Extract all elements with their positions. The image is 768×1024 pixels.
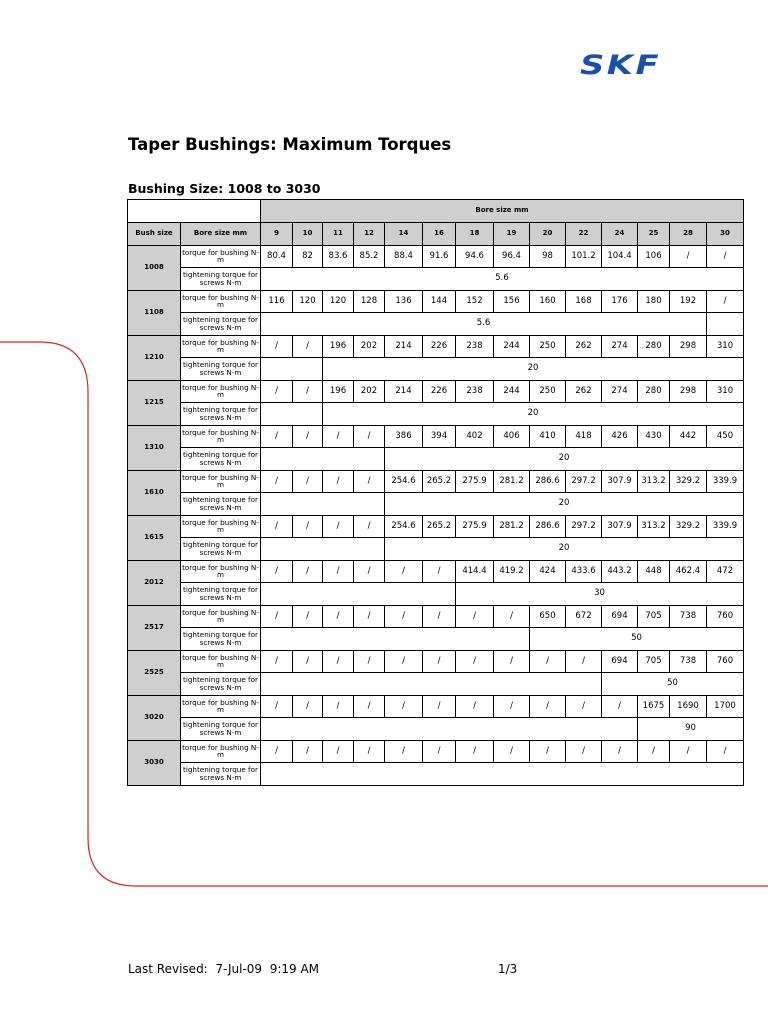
torque-value-cell: 91.6 (423, 245, 456, 268)
torque-row (128, 380, 744, 403)
torque-value-cell: 462.4 (670, 560, 707, 583)
torque-value-cell: / (385, 695, 423, 718)
header-row-group (128, 200, 744, 223)
torque-value-cell: 424 (530, 560, 566, 583)
torque-value-cell: 280 (638, 335, 670, 358)
bush-size-cell: 1610 (128, 470, 181, 515)
tightening-blank-cell (261, 628, 530, 651)
tightening-value-cell: 30 (456, 583, 744, 606)
torque-value-cell: 98 (530, 245, 566, 268)
bore-size-col-header: 24 (602, 223, 638, 246)
bush-size-cell: 1108 (128, 290, 181, 335)
torque-value-cell: / (530, 740, 566, 763)
torque-value-cell: 226 (423, 380, 456, 403)
tightening-value-cell: 20 (385, 538, 744, 561)
torque-value-cell: / (354, 515, 385, 538)
bore-size-col-header: 9 (261, 223, 293, 246)
torque-value-cell: 80.4 (261, 245, 293, 268)
torque-value-cell: / (707, 290, 744, 313)
page-title: Taper Bushings: Maximum Torques (128, 135, 452, 154)
torque-value-cell: 386 (385, 425, 423, 448)
bore-size-col-header: 11 (323, 223, 354, 246)
torque-value-cell: 286.6 (530, 470, 566, 493)
row-label-tightening: tightening torque for screws N-m (181, 448, 261, 471)
torque-value-cell: 329.2 (670, 470, 707, 493)
torque-value-cell: 192 (670, 290, 707, 313)
torque-value-cell: / (354, 650, 385, 673)
torque-value-cell: / (323, 695, 354, 718)
bush-size-cell: 1310 (128, 425, 181, 470)
bore-size-col-header: 22 (566, 223, 602, 246)
tightening-value-cell: 20 (385, 493, 744, 516)
torque-value-cell: 298 (670, 380, 707, 403)
torque-value-cell: 152 (456, 290, 494, 313)
torque-value-cell: / (423, 560, 456, 583)
torque-value-cell: 274 (602, 335, 638, 358)
torque-value-cell: / (261, 650, 293, 673)
torque-value-cell: 238 (456, 335, 494, 358)
bore-size-col-header: 18 (456, 223, 494, 246)
tightening-row (128, 628, 744, 651)
torque-value-cell: / (670, 245, 707, 268)
torque-value-cell: 226 (423, 335, 456, 358)
torque-value-cell: 419.2 (494, 560, 530, 583)
torque-row (128, 605, 744, 628)
torque-value-cell: / (293, 560, 323, 583)
torque-row (128, 695, 744, 718)
torque-value-cell: 443.2 (602, 560, 638, 583)
torque-value-cell: / (423, 695, 456, 718)
torque-value-cell: 760 (707, 650, 744, 673)
bore-size-header: Bore size mm (181, 223, 261, 246)
bush-size-cell: 1215 (128, 380, 181, 425)
skf-logo: SKF (580, 50, 662, 81)
torque-value-cell: 694 (602, 650, 638, 673)
torque-value-cell: 202 (354, 380, 385, 403)
torque-value-cell: 265.2 (423, 470, 456, 493)
bore-size-col-header: 16 (423, 223, 456, 246)
torque-value-cell: 1700 (707, 695, 744, 718)
torque-value-cell: / (261, 740, 293, 763)
torque-value-cell: 281.2 (494, 470, 530, 493)
tightening-row (128, 313, 744, 336)
bush-size-cell: 1210 (128, 335, 181, 380)
torque-value-cell: 433.6 (566, 560, 602, 583)
torque-row (128, 650, 744, 673)
torque-value-cell: / (423, 740, 456, 763)
bush-size-cell: 2012 (128, 560, 181, 605)
torque-value-cell: / (261, 470, 293, 493)
row-label-torque: torque for bushing N-m (181, 560, 261, 583)
torque-table (127, 199, 744, 786)
torque-value-cell: / (323, 515, 354, 538)
row-label-tightening: tightening torque for screws N-m (181, 313, 261, 336)
torque-value-cell: 426 (602, 425, 638, 448)
tightening-value-cell: 20 (323, 358, 744, 381)
torque-value-cell: 82 (293, 245, 323, 268)
torque-value-cell: / (354, 695, 385, 718)
tightening-row (128, 538, 744, 561)
torque-value-cell: 244 (494, 380, 530, 403)
bore-size-col-header: 10 (293, 223, 323, 246)
torque-value-cell: 275.9 (456, 515, 494, 538)
torque-value-cell: / (261, 560, 293, 583)
torque-value-cell: 650 (530, 605, 566, 628)
bush-size-cell: 3030 (128, 740, 181, 785)
torque-value-cell: 410 (530, 425, 566, 448)
torque-value-cell: / (354, 470, 385, 493)
torque-value-cell: / (293, 605, 323, 628)
torque-value-cell: 244 (494, 335, 530, 358)
torque-value-cell: 196 (323, 335, 354, 358)
tightening-value-cell: 50 (602, 673, 744, 696)
bush-size-cell: 2525 (128, 650, 181, 695)
torque-value-cell: 281.2 (494, 515, 530, 538)
tightening-row (128, 448, 744, 471)
torque-value-cell: 298 (670, 335, 707, 358)
torque-value-cell: 442 (670, 425, 707, 448)
bore-size-col-header: 30 (707, 223, 744, 246)
torque-value-cell: 144 (423, 290, 456, 313)
torque-value-cell: / (456, 605, 494, 628)
torque-value-cell: / (323, 605, 354, 628)
torque-value-cell: 116 (261, 290, 293, 313)
torque-value-cell: / (293, 650, 323, 673)
torque-value-cell: / (293, 740, 323, 763)
row-label-tightening: tightening torque for screws N-m (181, 628, 261, 651)
torque-value-cell: / (494, 695, 530, 718)
torque-value-cell: 214 (385, 335, 423, 358)
torque-value-cell: 250 (530, 335, 566, 358)
torque-row (128, 560, 744, 583)
torque-row (128, 290, 744, 313)
row-label-tightening: tightening torque for screws N-m (181, 673, 261, 696)
torque-value-cell: / (261, 335, 293, 358)
torque-value-cell: / (323, 740, 354, 763)
tightening-blank-cell (261, 763, 744, 786)
torque-row (128, 515, 744, 538)
torque-value-cell: 94.6 (456, 245, 494, 268)
torque-value-cell: 250 (530, 380, 566, 403)
row-label-tightening: tightening torque for screws N-m (181, 763, 261, 786)
torque-value-cell: 307.9 (602, 515, 638, 538)
tightening-row (128, 763, 744, 786)
torque-value-cell: / (494, 650, 530, 673)
torque-value-cell: 694 (602, 605, 638, 628)
torque-value-cell: 265.2 (423, 515, 456, 538)
row-label-tightening: tightening torque for screws N-m (181, 358, 261, 381)
torque-value-cell: / (385, 650, 423, 673)
row-label-tightening: tightening torque for screws N-m (181, 268, 261, 291)
row-label-torque: torque for bushing N-m (181, 425, 261, 448)
torque-value-cell: 136 (385, 290, 423, 313)
tightening-row (128, 583, 744, 606)
torque-value-cell: / (456, 740, 494, 763)
tightening-blank-cell (707, 313, 744, 336)
torque-value-cell: 254.6 (385, 470, 423, 493)
row-label-torque: torque for bushing N-m (181, 290, 261, 313)
torque-value-cell: 88.4 (385, 245, 423, 268)
torque-value-cell: 297.2 (566, 470, 602, 493)
torque-value-cell: / (566, 695, 602, 718)
torque-value-cell: 176 (602, 290, 638, 313)
row-label-tightening: tightening torque for screws N-m (181, 583, 261, 606)
torque-value-cell: / (385, 560, 423, 583)
torque-value-cell: 310 (707, 380, 744, 403)
torque-value-cell: 104.4 (602, 245, 638, 268)
tightening-blank-cell (261, 358, 323, 381)
row-label-torque: torque for bushing N-m (181, 740, 261, 763)
torque-value-cell: 738 (670, 650, 707, 673)
torque-value-cell: 394 (423, 425, 456, 448)
torque-value-cell: 418 (566, 425, 602, 448)
torque-value-cell: 262 (566, 380, 602, 403)
torque-value-cell: / (293, 425, 323, 448)
torque-value-cell: 430 (638, 425, 670, 448)
torque-value-cell: / (261, 515, 293, 538)
torque-value-cell: 450 (707, 425, 744, 448)
row-label-torque: torque for bushing N-m (181, 245, 261, 268)
torque-value-cell: 160 (530, 290, 566, 313)
torque-value-cell: 120 (293, 290, 323, 313)
torque-value-cell: 196 (323, 380, 354, 403)
torque-value-cell: / (494, 740, 530, 763)
page-subtitle: Bushing Size: 1008 to 3030 (128, 181, 321, 196)
torque-value-cell: 262 (566, 335, 602, 358)
torque-value-cell: / (323, 425, 354, 448)
tightening-row (128, 358, 744, 381)
row-label-tightening: tightening torque for screws N-m (181, 538, 261, 561)
torque-value-cell: 83.6 (323, 245, 354, 268)
torque-value-cell: 402 (456, 425, 494, 448)
torque-value-cell: 214 (385, 380, 423, 403)
torque-value-cell: 96.4 (494, 245, 530, 268)
torque-value-cell: 156 (494, 290, 530, 313)
row-label-torque: torque for bushing N-m (181, 605, 261, 628)
torque-value-cell: / (323, 470, 354, 493)
torque-row (128, 335, 744, 358)
torque-value-cell: 339.9 (707, 470, 744, 493)
torque-row (128, 740, 744, 763)
torque-value-cell: 307.9 (602, 470, 638, 493)
tightening-value-cell: 5.6 (261, 313, 707, 336)
torque-value-cell: 760 (707, 605, 744, 628)
torque-value-cell: 339.9 (707, 515, 744, 538)
torque-value-cell: 738 (670, 605, 707, 628)
torque-value-cell: 448 (638, 560, 670, 583)
torque-value-cell: / (323, 650, 354, 673)
bush-size-cell: 1008 (128, 245, 181, 290)
tightening-blank-cell (261, 538, 385, 561)
bush-size-cell: 3020 (128, 695, 181, 740)
row-label-tightening: tightening torque for screws N-m (181, 718, 261, 741)
bush-size-header: Bush size (128, 223, 181, 246)
tightening-row (128, 403, 744, 426)
tightening-blank-cell (261, 583, 456, 606)
tightening-row (128, 268, 744, 291)
torque-value-cell: 120 (323, 290, 354, 313)
torque-value-cell: 705 (638, 605, 670, 628)
header-empty-cell (128, 200, 261, 223)
bore-size-col-header: 14 (385, 223, 423, 246)
torque-value-cell: 1690 (670, 695, 707, 718)
tightening-value-cell: 90 (638, 718, 744, 741)
row-label-tightening: tightening torque for screws N-m (181, 493, 261, 516)
bush-size-cell: 1615 (128, 515, 181, 560)
tightening-blank-cell (261, 718, 638, 741)
tightening-value-cell: 20 (323, 403, 744, 426)
torque-value-cell: / (354, 425, 385, 448)
torque-value-cell: 329.2 (670, 515, 707, 538)
torque-value-cell: / (423, 605, 456, 628)
torque-value-cell: 168 (566, 290, 602, 313)
torque-value-cell: / (670, 740, 707, 763)
torque-row (128, 245, 744, 268)
tightening-value-cell: 5.6 (261, 268, 744, 291)
tightening-value-cell: 20 (385, 448, 744, 471)
torque-value-cell: 128 (354, 290, 385, 313)
header-row-columns (128, 223, 744, 246)
torque-value-cell: / (456, 650, 494, 673)
row-label-torque: torque for bushing N-m (181, 695, 261, 718)
torque-value-cell: 414.4 (456, 560, 494, 583)
torque-value-cell: / (602, 740, 638, 763)
torque-value-cell: / (323, 560, 354, 583)
torque-value-cell: 313.2 (638, 515, 670, 538)
torque-value-cell: / (354, 740, 385, 763)
row-label-torque: torque for bushing N-m (181, 470, 261, 493)
tightening-blank-cell (261, 673, 602, 696)
torque-value-cell: / (293, 380, 323, 403)
row-label-torque: torque for bushing N-m (181, 380, 261, 403)
bore-size-col-header: 20 (530, 223, 566, 246)
torque-value-cell: / (530, 650, 566, 673)
bush-size-cell: 2517 (128, 605, 181, 650)
torque-value-cell: / (707, 245, 744, 268)
torque-value-cell: / (261, 425, 293, 448)
tightening-row (128, 493, 744, 516)
torque-value-cell: / (707, 740, 744, 763)
torque-value-cell: / (566, 650, 602, 673)
tightening-blank-cell (261, 403, 323, 426)
torque-value-cell: 202 (354, 335, 385, 358)
torque-value-cell: 101.2 (566, 245, 602, 268)
torque-value-cell: / (602, 695, 638, 718)
torque-value-cell: / (354, 605, 385, 628)
bore-size-col-header: 28 (670, 223, 707, 246)
torque-value-cell: / (456, 695, 494, 718)
torque-value-cell: 238 (456, 380, 494, 403)
torque-value-cell: 313.2 (638, 470, 670, 493)
torque-value-cell: / (385, 605, 423, 628)
row-label-tightening: tightening torque for screws N-m (181, 403, 261, 426)
bore-size-col-header: 25 (638, 223, 670, 246)
torque-value-cell: 286.6 (530, 515, 566, 538)
row-label-torque: torque for bushing N-m (181, 650, 261, 673)
torque-value-cell: 106 (638, 245, 670, 268)
row-label-torque: torque for bushing N-m (181, 335, 261, 358)
torque-value-cell: / (423, 650, 456, 673)
torque-value-cell: / (638, 740, 670, 763)
torque-value-cell: 85.2 (354, 245, 385, 268)
tightening-value-cell: 50 (530, 628, 744, 651)
torque-row (128, 425, 744, 448)
torque-row (128, 470, 744, 493)
tightening-blank-cell (261, 448, 385, 471)
row-label-torque: torque for bushing N-m (181, 515, 261, 538)
torque-value-cell: / (293, 335, 323, 358)
last-revised: Last Revised: 7-Jul-09 9:19 AM (128, 962, 320, 976)
torque-value-cell: 280 (638, 380, 670, 403)
torque-value-cell: 1675 (638, 695, 670, 718)
tightening-row (128, 673, 744, 696)
torque-value-cell: / (385, 740, 423, 763)
torque-value-cell: / (354, 560, 385, 583)
bore-size-col-header: 12 (354, 223, 385, 246)
torque-value-cell: 705 (638, 650, 670, 673)
torque-value-cell: / (293, 695, 323, 718)
tightening-blank-cell (261, 493, 385, 516)
torque-value-cell: / (261, 695, 293, 718)
torque-value-cell: 274 (602, 380, 638, 403)
bore-size-col-header: 19 (494, 223, 530, 246)
torque-value-cell: / (566, 740, 602, 763)
tightening-row (128, 718, 744, 741)
torque-value-cell: / (293, 515, 323, 538)
torque-value-cell: / (261, 605, 293, 628)
torque-value-cell: 180 (638, 290, 670, 313)
torque-value-cell: / (261, 380, 293, 403)
bore-size-group-header: Bore size mm (261, 200, 744, 223)
page-number: 1/3 (498, 962, 518, 976)
torque-value-cell: / (530, 695, 566, 718)
torque-value-cell: 275.9 (456, 470, 494, 493)
torque-value-cell: 406 (494, 425, 530, 448)
torque-value-cell: 297.2 (566, 515, 602, 538)
torque-value-cell: 672 (566, 605, 602, 628)
torque-value-cell: / (293, 470, 323, 493)
torque-value-cell: 310 (707, 335, 744, 358)
torque-value-cell: / (494, 605, 530, 628)
torque-value-cell: 254.6 (385, 515, 423, 538)
torque-value-cell: 472 (707, 560, 744, 583)
